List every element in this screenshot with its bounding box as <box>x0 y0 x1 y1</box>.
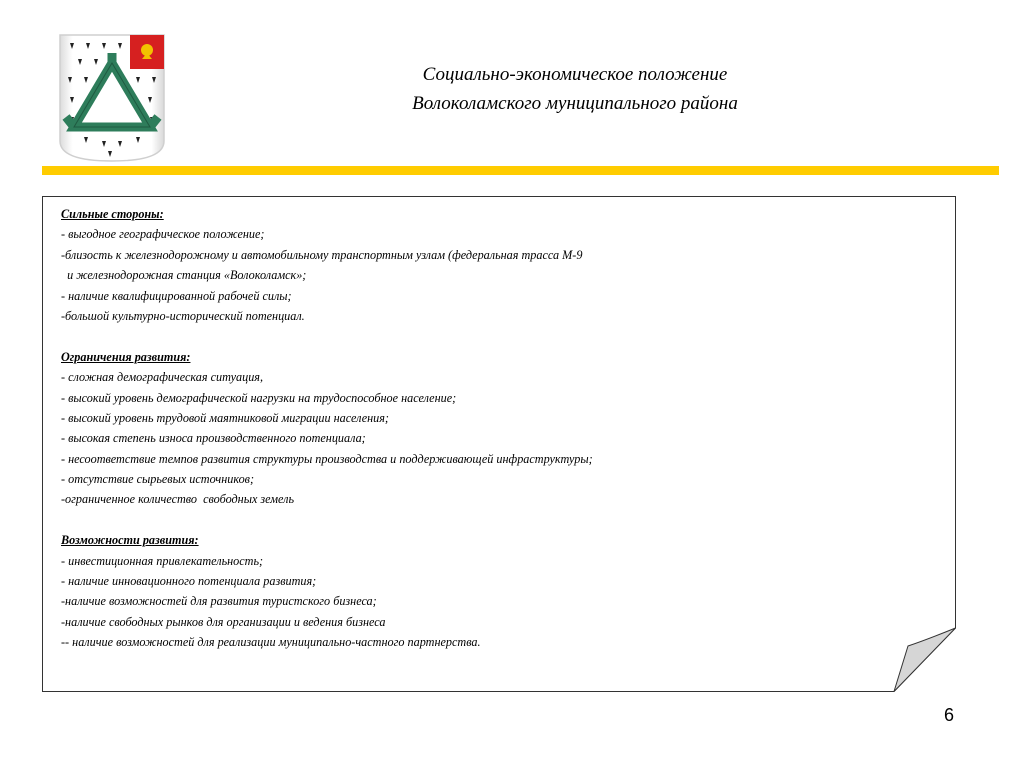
list-item: -большой культурно-исторический потенциал. <box>61 308 305 323</box>
list-item: - отсутствие сырьевых источников; <box>61 472 255 487</box>
limits-heading: Ограничения развития: <box>61 349 191 364</box>
slide-title-line-2: Волоколамского муниципального района <box>412 93 738 114</box>
list-item: -наличие свободных рынков для организации и ведения бизнеса <box>61 614 386 629</box>
list-item: - сложная демографическая ситуация, <box>61 370 264 385</box>
coat-of-arms-icon <box>58 33 166 163</box>
list-item: -- наличие возможностей для реализации муниципально-частного партнерства. <box>61 635 481 650</box>
list-item: - высокий уровень трудовой маятниковой миграции населения; <box>61 410 389 425</box>
list-item: - выгодное географическое положение; <box>61 227 265 242</box>
list-item: - высокая степень износа производственного потенциала; <box>61 431 366 446</box>
list-item: -близость к железнодорожному и автомобильному транспортным узлам (федеральная трасса М-9 <box>61 247 583 262</box>
list-item: и железнодорожная станция «Волоколамск»; <box>61 268 307 283</box>
list-item: - наличие квалифицированной рабочей силы; <box>61 288 292 303</box>
slide-title-line-1: Социально-экономическое положение <box>422 64 728 85</box>
opportunities-heading: Возможности развития: <box>61 533 199 548</box>
title-divider <box>42 166 999 175</box>
list-item: - наличие инновационного потенциала развития; <box>61 574 317 589</box>
strengths-heading: Сильные стороны: <box>61 207 164 221</box>
page-number: 6 <box>944 705 955 725</box>
list-item: - несоответствие темпов развития структуры производства и поддерживающей инфраструктуры; <box>61 451 593 466</box>
list-item: - инвестиционная привлекательность; <box>61 553 264 568</box>
slide-title <box>300 60 850 118</box>
list-item: - высокий уровень демографической нагрузки на трудоспособное население; <box>61 390 457 405</box>
list-item: -ограниченное количество свободных земель <box>61 492 295 507</box>
list-item: -наличие возможностей для развития туристского бизнеса; <box>61 594 377 609</box>
note-content <box>61 204 921 653</box>
spacer <box>61 510 921 530</box>
spacer <box>61 326 921 346</box>
